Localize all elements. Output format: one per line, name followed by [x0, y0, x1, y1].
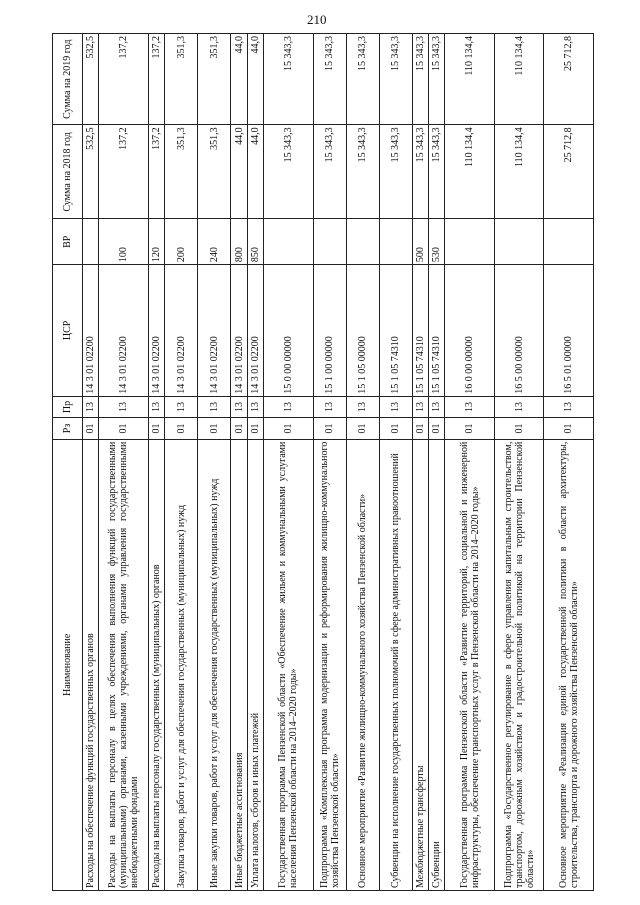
cell-csr: 15 0 00 00000 [264, 265, 313, 397]
cell-s2019: 15 343,3 [264, 34, 313, 125]
cell-csr: 15 1 05 74310 [412, 265, 428, 397]
cell-rz: 01 [544, 418, 594, 439]
cell-s2018: 137,2 [148, 125, 164, 219]
cell-vr: 200 [165, 219, 198, 265]
cell-pr: 13 [412, 396, 428, 417]
cell-s2018: 110 134,4 [494, 125, 543, 219]
cell-name: Уплата налогов, сборов и иных платежей [247, 439, 263, 890]
cell-pr: 13 [165, 396, 198, 417]
cell-s2019: 351,3 [165, 34, 198, 125]
cell-rz: 01 [231, 418, 247, 439]
table-row [379, 34, 412, 891]
cell-pr: 13 [428, 396, 444, 417]
header-sum-2019: Сумма на 2019 год [53, 34, 83, 125]
cell-csr: 16 5 01 00000 [544, 265, 594, 397]
cell-pr: 13 [264, 396, 313, 417]
cell-name: Расходы на выплаты персоналу государственных (муниципальных) органов [148, 439, 164, 890]
cell-s2018: 44,0 [231, 125, 247, 219]
cell-csr: 16 0 00 00000 [445, 265, 494, 397]
cell-vr: 850 [247, 219, 263, 265]
table-row [544, 34, 594, 891]
cell-vr [346, 219, 379, 265]
cell-s2018: 110 134,4 [445, 125, 494, 219]
table-row [83, 34, 99, 891]
cell-vr [313, 219, 346, 265]
cell-vr [379, 219, 412, 265]
cell-vr [264, 219, 313, 265]
table-row [346, 34, 379, 891]
cell-s2019: 137,2 [148, 34, 164, 125]
cell-pr: 13 [379, 396, 412, 417]
cell-pr: 13 [231, 396, 247, 417]
cell-s2019: 15 343,3 [412, 34, 428, 125]
cell-rz: 01 [83, 418, 99, 439]
cell-s2018: 25 712,8 [544, 125, 594, 219]
cell-rz: 01 [313, 418, 346, 439]
cell-s2019: 110 134,4 [494, 34, 543, 125]
cell-s2019: 15 343,3 [313, 34, 346, 125]
cell-name: Расходы на выплаты персоналу в целях обеспечения выполнения функций государственными (муниципальными) органами, казенными учреждениями, органами управления государственными внебюджетными фондами [99, 439, 148, 890]
cell-rz: 01 [445, 418, 494, 439]
cell-name: Иные бюджетные ассигнования [231, 439, 247, 890]
cell-pr: 13 [148, 396, 164, 417]
cell-pr: 13 [83, 396, 99, 417]
cell-csr: 14 3 01 02200 [165, 265, 198, 397]
cell-vr [544, 219, 594, 265]
cell-csr: 15 1 05 74310 [379, 265, 412, 397]
cell-s2019: 25 712,8 [544, 34, 594, 125]
page-number: 210 [307, 12, 327, 27]
cell-csr: 14 3 01 02200 [198, 265, 231, 397]
cell-vr: 240 [198, 219, 231, 265]
cell-s2018: 15 343,3 [346, 125, 379, 219]
rotated-table-container [52, 33, 594, 891]
header-sum-2018: Сумма на 2018 год [53, 125, 83, 219]
cell-s2018: 351,3 [165, 125, 198, 219]
cell-s2018: 15 343,3 [379, 125, 412, 219]
cell-pr: 13 [544, 396, 594, 417]
cell-name: Основное мероприятие «Развитие жилищно-коммунального хозяйства Пензенской области» [346, 439, 379, 890]
cell-name: Межбюджетные трансферты [412, 439, 428, 890]
header-rz: Рз [53, 418, 83, 439]
table-row [494, 34, 543, 891]
cell-rz: 01 [198, 418, 231, 439]
header-name: Наименование [53, 439, 83, 890]
cell-csr: 14 3 01 02200 [99, 265, 148, 397]
cell-name: Подпрограмма «Комплексная программа модернизации и реформирования жилищно-коммунального хозяйства Пензенской области» [313, 439, 346, 890]
cell-s2019: 15 343,3 [346, 34, 379, 125]
cell-vr: 120 [148, 219, 164, 265]
cell-rz: 01 [346, 418, 379, 439]
cell-name: Субвенции [428, 439, 444, 890]
header-csr: ЦСР [53, 265, 83, 397]
budget-table [52, 33, 594, 891]
cell-s2018: 44,0 [247, 125, 263, 219]
cell-s2019: 15 343,3 [379, 34, 412, 125]
cell-vr: 530 [428, 219, 444, 265]
cell-csr: 15 1 00 00000 [313, 265, 346, 397]
cell-pr: 13 [99, 396, 148, 417]
cell-csr: 14 3 01 02200 [247, 265, 263, 397]
cell-pr: 13 [494, 396, 543, 417]
table-header-row [53, 34, 83, 891]
table-row [198, 34, 231, 891]
header-pr: Пр [53, 396, 83, 417]
cell-vr: 100 [99, 219, 148, 265]
cell-name: Государственная программа Пензенской области «Обеспечение жильем и коммунальными услугами населения Пензенской области на 2014–2020 годы» [264, 439, 313, 890]
cell-vr [83, 219, 99, 265]
cell-name: Субвенции на исполнение государственных полномочий в сфере административных правоотношений [379, 439, 412, 890]
cell-csr: 14 3 01 02200 [231, 265, 247, 397]
cell-rz: 01 [412, 418, 428, 439]
cell-s2019: 15 343,3 [428, 34, 444, 125]
cell-s2019: 110 134,4 [445, 34, 494, 125]
cell-pr: 13 [346, 396, 379, 417]
table-row [247, 34, 263, 891]
cell-s2018: 137,2 [99, 125, 148, 219]
cell-vr: 800 [231, 219, 247, 265]
header-vr: ВР [53, 219, 83, 265]
table-row [313, 34, 346, 891]
cell-name: Подпрограмма «Государственное регулирование в сфере управления капитальным строительством, транспортом, дорожным хозяйством и градостроительной политикой на территории Пензенской области» [494, 439, 543, 890]
table-row [148, 34, 164, 891]
table-row [412, 34, 428, 891]
cell-rz: 01 [99, 418, 148, 439]
table-row [445, 34, 494, 891]
cell-s2018: 15 343,3 [428, 125, 444, 219]
cell-s2019: 532,5 [83, 34, 99, 125]
cell-s2018: 532,5 [83, 125, 99, 219]
table-row [99, 34, 148, 891]
cell-s2018: 15 343,3 [313, 125, 346, 219]
cell-name: Основное мероприятие «Реализация единой государственной политики в области архитектуры, строительства, транспорта и дорожного хозяйства Пензенской области» [544, 439, 594, 890]
cell-csr: 15 1 05 00000 [346, 265, 379, 397]
table-row [165, 34, 198, 891]
cell-rz: 01 [247, 418, 263, 439]
cell-rz: 01 [494, 418, 543, 439]
cell-name: Государственная программа Пензенской области «Развитие территорий, социальной и инженерной инфраструктуры, обеспечение транспортных услуг в Пензенской области на 2014–2020 годы» [445, 439, 494, 890]
cell-name: Иные закупки товаров, работ и услуг для обеспечения государственных (муниципальных) нужд [198, 439, 231, 890]
table-row [264, 34, 313, 891]
cell-pr: 13 [198, 396, 231, 417]
cell-vr [494, 219, 543, 265]
cell-rz: 01 [379, 418, 412, 439]
table-row [428, 34, 444, 891]
cell-s2019: 44,0 [247, 34, 263, 125]
cell-vr: 500 [412, 219, 428, 265]
cell-name: Расходы на обеспечение функций государственных органов [83, 439, 99, 890]
cell-s2018: 15 343,3 [264, 125, 313, 219]
cell-rz: 01 [165, 418, 198, 439]
cell-pr: 13 [445, 396, 494, 417]
cell-csr: 16 5 00 00000 [494, 265, 543, 397]
cell-vr [445, 219, 494, 265]
cell-csr: 14 3 01 02200 [83, 265, 99, 397]
cell-pr: 13 [247, 396, 263, 417]
cell-csr: 14 3 01 02200 [148, 265, 164, 397]
cell-s2019: 351,3 [198, 34, 231, 125]
cell-s2019: 44,0 [231, 34, 247, 125]
cell-s2018: 351,3 [198, 125, 231, 219]
cell-s2018: 15 343,3 [412, 125, 428, 219]
cell-rz: 01 [264, 418, 313, 439]
cell-pr: 13 [313, 396, 346, 417]
cell-s2019: 137,2 [99, 34, 148, 125]
cell-name: Закупка товаров, работ и услуг для обеспечения государственных (муниципальных) нужд [165, 439, 198, 890]
cell-rz: 01 [148, 418, 164, 439]
cell-csr: 15 1 05 74310 [428, 265, 444, 397]
table-row [231, 34, 247, 891]
cell-rz: 01 [428, 418, 444, 439]
